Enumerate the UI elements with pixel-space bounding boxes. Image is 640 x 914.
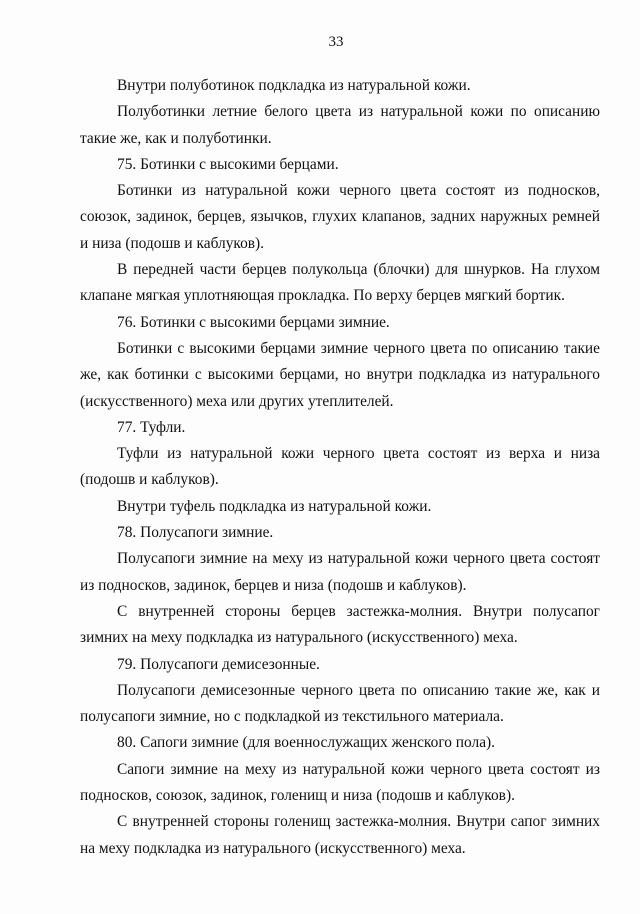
section-heading-75: 75. Ботинки с высокими берцами. (117, 155, 339, 173)
paragraph: В передней части берцев полукольца (блочки) для шнурков. На глухом клапане мягкая уплотняющая прокладка. По верху берцев мягкий бортик. (80, 261, 600, 305)
page-number: 33 (328, 34, 344, 50)
paragraph: Ботинки с высокими берцами зимние черного цвета по описанию такие же, как ботинки с высокими берцами, но внутри подкладка из натурального (искусственного) меха или других утеплителей. (80, 339, 600, 410)
paragraph: Внутри туфель подкладка из натуральной кожи. (117, 497, 432, 515)
section-heading-80: 80. Сапоги зимние (для военнослужащих женского пола). (117, 734, 496, 752)
paragraph: Полуботинки летние белого цвета из натуральной кожи по описанию такие же, как и полуботинки. (80, 103, 600, 147)
section-heading-78: 78. Полусапоги зимние. (117, 524, 274, 542)
paragraph: Сапоги зимние на меху из натуральной кожи черного цвета состоят из подносков, союзок, задинок, голенищ и низа (подошв и каблуков). (80, 760, 600, 805)
paragraph: С внутренней стороны голенищ застежка-молния. Внутри сапог зимних на меху подкладка из натурального (искусственного) меха. (80, 813, 600, 857)
paragraph: Ботинки из натуральной кожи черного цвета состоят из подносков, союзок, задинок, берцев, язычков, глухих клапанов, задних наружных ремней и низа (подошв и каблуков). (80, 182, 600, 252)
paragraph: Полусапоги зимние на меху из натуральной кожи черного цвета состоят из подносков, задинок, берцев и низа (подошв и каблуков). (80, 550, 600, 594)
paragraph: Туфли из натуральной кожи черного цвета состоят из верха и низа (подошв и каблуков). (80, 445, 600, 489)
section-heading-76: 76. Ботинки с высокими берцами зимние. (117, 313, 390, 331)
paragraph: Внутри полуботинок подкладка из натуральной кожи. (117, 77, 471, 94)
section-heading-77: 77. Туфли. (117, 418, 186, 436)
document-body (80, 73, 600, 862)
paragraph: С внутренней стороны берцев застежка-молния. Внутри полусапог зимних на меху подкладка из натурального (искусственного) меха. (80, 602, 600, 647)
section-heading-79: 79. Полусапоги демисезонные. (117, 655, 320, 673)
paragraph: Полусапоги демисезонные черного цвета по описанию такие же, как и полусапоги зимние, но с подкладкой из текстильного материала. (80, 681, 600, 726)
